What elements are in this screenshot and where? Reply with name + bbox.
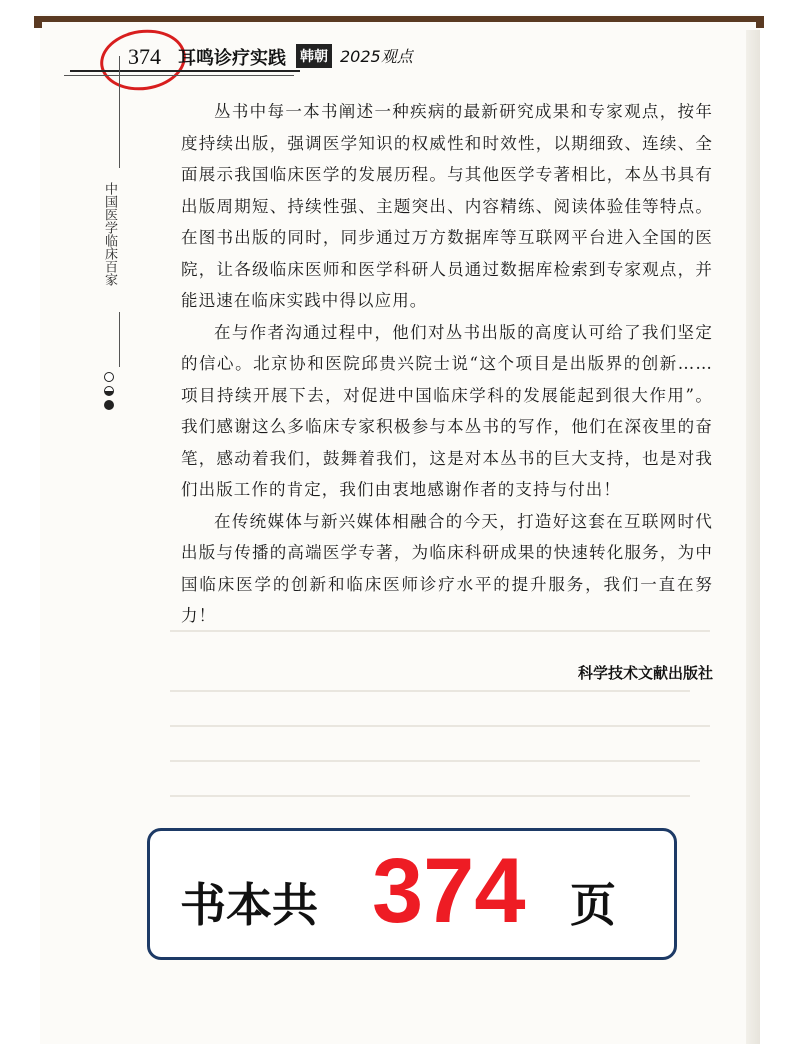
margin-rule-top	[119, 56, 120, 168]
top-border-cap-left	[34, 16, 42, 28]
running-title: 耳鸣诊疗实践	[178, 48, 286, 69]
banner-prefix: 书本共	[180, 878, 318, 932]
top-border-bar	[34, 16, 764, 22]
series-name-vertical: 中国医学临床百家	[102, 182, 117, 286]
paragraph: 在传统媒体与新兴媒体相融合的今天，打造好这套在互联网时代出版与传播的高端医学专著，为临床科研成果的快速转化服务，为中国临床医学的创新和临床医师诊疗水平的提升服务，我们一直在努力！	[181, 511, 713, 625]
header-rule-thin	[64, 75, 294, 76]
banner-suffix: 页	[570, 878, 616, 932]
author-badge: 韩朝	[296, 44, 332, 68]
edition-label: 2025观点	[340, 47, 413, 66]
show-through-line	[170, 690, 690, 692]
publisher-signature: 科学技术文献出版社	[577, 664, 713, 682]
empty-circle-icon	[104, 372, 114, 382]
page-count-banner	[147, 828, 677, 960]
body-text	[181, 96, 713, 632]
filled-circle-icon	[104, 400, 114, 410]
show-through-line	[170, 795, 690, 797]
header-rule	[70, 70, 300, 72]
paragraph: 丛书中每一本书阐述一种疾病的最新研究成果和专家观点，按年度持续出版，强调医学知识的权威性和时效性，以期细致、连续、全面展示我国临床医学的发展历程。与其他医学专著相比，本丛书具有出版周期短、持续性强、主题突出、内容精练、阅读体验佳等特点。在图书出版的同时，同步通过万方数据库等互联网平台进入全国的医院，让各级临床医师和医学科研人员通过数据库检索到专家观点，并能迅速在临床实践中得以应用。	[181, 102, 713, 310]
margin-rule-bottom	[119, 312, 120, 367]
show-through-line	[170, 725, 710, 727]
paragraph: 在与作者沟通过程中，他们对丛书出版的高度认可给了我们坚定的信心。北京协和医院邱贵兴院士说“这个项目是出版界的创新……项目持续开展下去，对促进中国临床学科的发展能起到很大作用”。我们感谢这么多临床专家积极参与本丛书的写作，他们在深夜里的奋笔，感动着我们，鼓舞着我们，这是对本丛书的巨大支持，也是对我们出版工作的肯定，我们由衷地感谢作者的支持与付出！	[181, 322, 713, 499]
banner-page-count: 374	[372, 840, 526, 942]
page-edge-shadow	[746, 30, 760, 1044]
show-through-line	[170, 760, 700, 762]
top-border-cap-right	[756, 16, 764, 28]
page-number: 374	[128, 44, 161, 69]
margin-dots	[104, 372, 116, 414]
half-circle-icon	[104, 386, 114, 396]
